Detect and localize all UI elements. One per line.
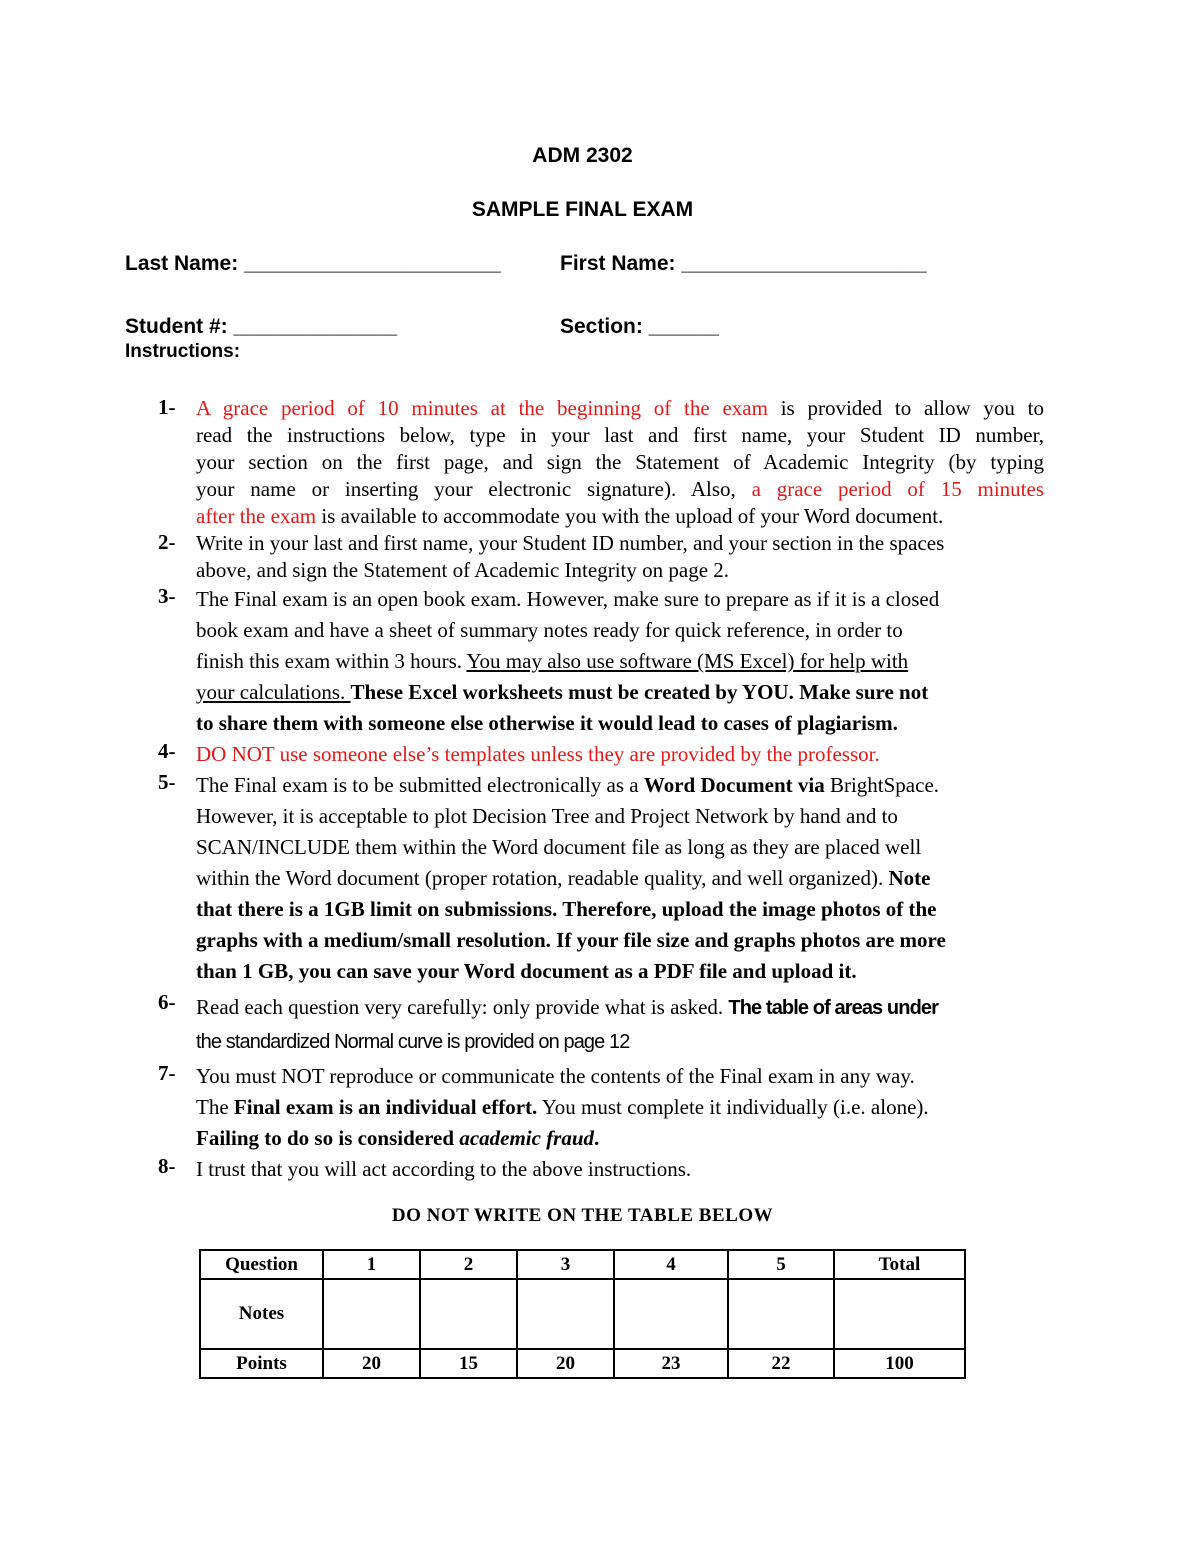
instruction-number-7: 7-: [158, 1061, 176, 1085]
header-cell: 1: [323, 1250, 420, 1279]
points-cell: 20: [517, 1349, 614, 1378]
points-cell: 20: [323, 1349, 420, 1378]
exam-title: SAMPLE FINAL EXAM: [471, 198, 694, 221]
course-code: ADM 2302: [532, 144, 633, 167]
last-name-field: [125, 252, 501, 276]
points-cell: 15: [420, 1349, 517, 1378]
instruction-number-8: 8-: [158, 1154, 176, 1178]
first-name-field: [560, 252, 927, 276]
first-name-label: First Name:: [560, 252, 676, 275]
notes-cell: [614, 1279, 728, 1349]
table-points-row: [200, 1349, 965, 1378]
instruction-4: DO NOT use someone else’s templates unless they are provided by the professor.: [196, 742, 880, 766]
table-notes-row: [200, 1279, 965, 1349]
table-title: DO NOT WRITE ON THE TABLE BELOW: [391, 1205, 774, 1226]
section-field: [560, 315, 719, 339]
points-label: Points: [200, 1349, 323, 1378]
notes-cell: [420, 1279, 517, 1349]
instruction-number-1: 1-: [158, 395, 176, 419]
header-cell: 4: [614, 1250, 728, 1279]
first-name-blank[interactable]: _____________________: [681, 252, 927, 275]
instructions-heading: Instructions:: [125, 341, 241, 362]
header-cell: Question: [200, 1250, 323, 1279]
instruction-3: The Final exam is an open book exam. However, make sure to prepare as if it is a closed book exam and have a sheet of summary notes ready for quick reference, in order to finish this exam within 3 hours. You may also use software (MS Excel) for help with your calculations. These Excel worksheets must be created by YOU. Make sure not to share them with someone else otherwise it would lead to cases of plagiarism.: [196, 587, 940, 735]
header-cell: Total: [834, 1250, 965, 1279]
academic-fraud-text: academic fraud: [459, 1126, 595, 1150]
last-name-blank[interactable]: ______________________: [244, 252, 501, 275]
instruction-number-6: 6-: [158, 990, 176, 1014]
instruction-5: The Final exam is to be submitted electronically as a Word Document via BrightSpace. However, it is acceptable to plot Decision Tree and Project Network by hand and to SCAN/INCLUDE them within the Word document file as long as they are placed well within the Word document (proper rotation, readable quality, and well organized). Note that there is a 1GB limit on submissions. Therefore, upload the image photos of the graphs with a medium/small resolution. If your file size and graphs photos are more than 1 GB, you can save your Word document as a PDF file and upload it.: [196, 773, 946, 983]
instruction-2: Write in your last and first name, your Student ID number, and your section in the spaces above, and sign the Statement of Academic Integrity on page 2.: [196, 531, 945, 582]
notes-cell: [728, 1279, 834, 1349]
header-cell: 5: [728, 1250, 834, 1279]
instruction-number-5: 5-: [158, 770, 176, 794]
header-cell: 3: [517, 1250, 614, 1279]
instruction-6: Read each question very carefully: only provide what is asked. The table of areas under the standardized Normal curve is provided on page 12: [196, 995, 938, 1053]
header-cell: 2: [420, 1250, 517, 1279]
grace-period-start-text: A grace period of 10 minutes at the beginning of the exam: [196, 396, 768, 420]
grace-period-end-text: a grace period of 15 minutes: [735, 477, 1044, 501]
student-number-blank[interactable]: ______________: [233, 315, 398, 338]
instruction-number-4: 4-: [158, 739, 176, 763]
table-header-row: [200, 1250, 965, 1279]
notes-cell: [323, 1279, 420, 1349]
instruction-7: You must NOT reproduce or communicate the contents of the Final exam in any way. The Final exam is an individual effort. You must complete it individually (i.e. alone). Failing to do so is considered academic fraud.: [196, 1064, 929, 1150]
student-number-label: Student #:: [125, 315, 228, 338]
section-blank[interactable]: ______: [648, 315, 719, 338]
points-cell: 22: [728, 1349, 834, 1378]
points-total-cell: 100: [834, 1349, 965, 1378]
last-name-label: Last Name:: [125, 252, 239, 275]
instruction-number-3: 3-: [158, 584, 176, 608]
points-cell: 23: [614, 1349, 728, 1378]
student-number-field: [125, 315, 397, 339]
grading-table: [199, 1249, 966, 1379]
notes-cell: [834, 1279, 965, 1349]
instruction-8: I trust that you will act according to the above instructions.: [196, 1157, 692, 1181]
instruction-number-2: 2-: [158, 530, 176, 554]
notes-label: Notes: [200, 1279, 323, 1349]
instruction-1: A grace period of 10 minutes at the beginning of the exam is provided to allow you to read the instructions below, type in your last and first name, your Student ID number, your section on the first page, and sign the Statement of Academic Integrity (by typing your name or inserting your electronic signature). Also, a grace period of 15 minutes after the exam is available to accommodate you with the upload of your Word document.: [196, 396, 1044, 528]
notes-cell: [517, 1279, 614, 1349]
section-label: Section:: [560, 315, 643, 338]
